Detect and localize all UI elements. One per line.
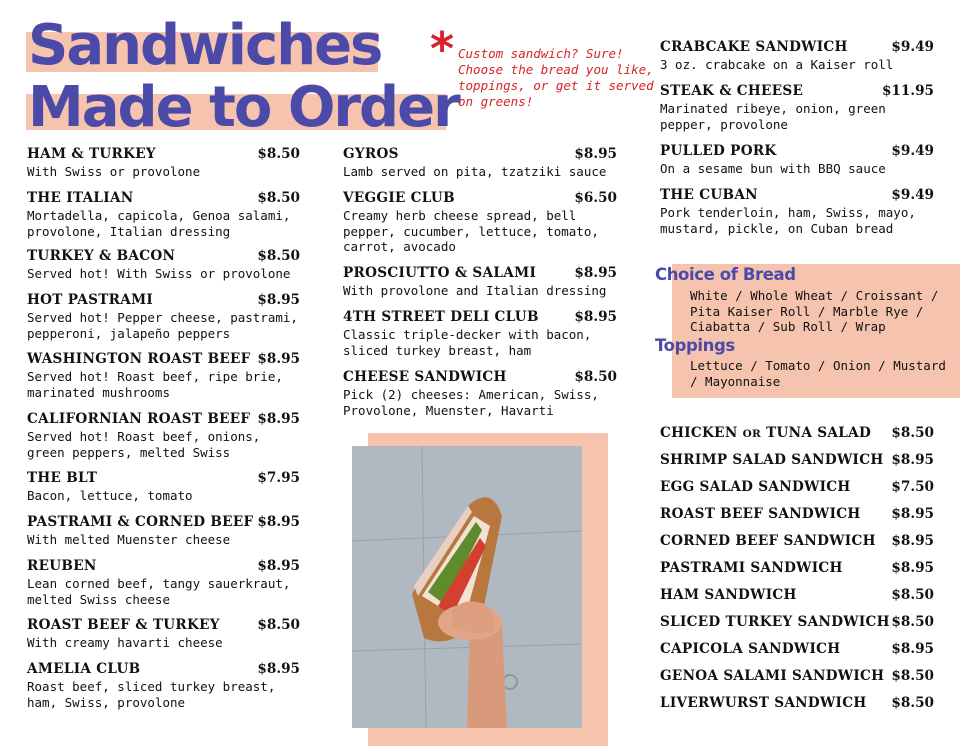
item-name: REUBEN (27, 558, 97, 574)
title-line-1: Sandwiches (28, 13, 382, 78)
item-price: $6.50 (574, 190, 617, 206)
item-price: $8.95 (891, 560, 934, 576)
item-description: Lean corned beef, tangy sauerkraut, melted Swiss cheese (27, 576, 291, 607)
list-item (660, 614, 934, 632)
item-name: PASTRAMI & CORNED BEEF (27, 514, 254, 530)
item-price: $8.95 (574, 146, 617, 162)
list-item (660, 533, 934, 551)
item-name: GYROS (343, 146, 399, 162)
item-name: THE BLT (27, 470, 98, 486)
item-description: Served hot! Pepper cheese, pastrami, pepperoni, jalapeño peppers (27, 310, 298, 341)
item-price: $9.49 (891, 143, 934, 159)
item-description: 3 oz. crabcake on a Kaiser roll (660, 57, 894, 72)
item-name: CHEESE SANDWICH (343, 369, 507, 385)
item-description: Classic triple-decker with bacon, sliced turkey breast, ham (343, 327, 592, 358)
item-price: $8.95 (891, 533, 934, 549)
item-name: SLICED TURKEY SANDWICH (660, 614, 890, 630)
item-price: $8.50 (257, 146, 300, 162)
item-description: Pick (2) cheeses: American, Swiss, Provolone, Muenster, Havarti (343, 387, 599, 418)
item-name: CAPICOLA SANDWICH (660, 641, 841, 657)
list-item (660, 668, 934, 686)
item-description: Marinated ribeye, onion, green pepper, provolone (660, 101, 886, 132)
toppings-options: Lettuce / Tomato / Onion / Mustard / Mayonnaise (690, 358, 946, 389)
item-name-part: CHICKEN (660, 425, 743, 441)
item-price: $8.95 (257, 661, 300, 677)
item-name: 4TH STREET DELI CLUB (343, 309, 539, 325)
item-name: CRABCAKE SANDWICH (660, 39, 848, 55)
sandwich-photo (352, 446, 582, 728)
item-name: PASTRAMI SANDWICH (660, 560, 843, 576)
list-item (660, 452, 934, 470)
item-price: $9.49 (891, 187, 934, 203)
item-price: $8.95 (257, 351, 300, 367)
item-price: $8.95 (574, 309, 617, 325)
item-description: With provolone and Italian dressing (343, 283, 607, 298)
bread-heading: Choice of Bread (655, 265, 796, 284)
item-description: Bacon, lettuce, tomato (27, 488, 193, 503)
title-line-2: Made to Order (28, 75, 459, 140)
item-price: $7.50 (891, 479, 934, 495)
item-name: EGG SALAD SANDWICH (660, 479, 851, 495)
item-price: $8.95 (257, 292, 300, 308)
item-name: ROAST BEEF SANDWICH (660, 506, 861, 522)
item-price: $8.50 (891, 614, 934, 630)
item-price: $8.95 (891, 506, 934, 522)
item-name: HAM & TURKEY (27, 146, 156, 162)
item-price: $8.50 (891, 425, 934, 441)
list-item (660, 560, 934, 578)
bread-options: White / Whole Wheat / Croissant / Pita Kaiser Roll / Marble Rye / Ciabatta / Sub Roll / Wrap (690, 288, 939, 334)
list-item (660, 425, 934, 443)
item-name: ROAST BEEF & TURKEY (27, 617, 220, 633)
list-item (660, 479, 934, 497)
item-description: Served hot! With Swiss or provolone (27, 266, 291, 281)
toppings-heading: Toppings (655, 336, 735, 355)
item-description: Lamb served on pita, tzatziki sauce (343, 164, 607, 179)
item-name: VEGGIE CLUB (343, 190, 455, 206)
item-description: With creamy havarti cheese (27, 635, 223, 650)
item-price: $8.50 (257, 248, 300, 264)
item-price: $8.95 (257, 514, 300, 530)
list-item (660, 641, 934, 659)
list-item (660, 587, 934, 605)
asterisk-icon: * (430, 22, 455, 76)
item-price: $8.50 (257, 190, 300, 206)
item-name: CALIFORNIAN ROAST BEEF (27, 411, 251, 427)
item-description: With melted Muenster cheese (27, 532, 231, 547)
item-price: $8.95 (257, 411, 300, 427)
item-description: On a sesame bun with BBQ sauce (660, 161, 886, 176)
list-item (660, 695, 934, 713)
item-description: Mortadella, capicola, Genoa salami, provolone, Italian dressing (27, 208, 291, 239)
item-price: $8.50 (257, 617, 300, 633)
item-name: SHRIMP SALAD SANDWICH (660, 452, 884, 468)
item-price: $8.50 (891, 668, 934, 684)
item-name: PROSCIUTTO & SALAMI (343, 265, 537, 281)
item-name: CORNED BEEF SANDWICH (660, 533, 876, 549)
item-name: TURKEY & BACON (27, 248, 176, 264)
item-name: WASHINGTON ROAST BEEF (27, 351, 251, 367)
item-name-part: TUNA SALAD (761, 425, 872, 441)
item-name: THE ITALIAN (27, 190, 134, 206)
item-price: $8.95 (891, 452, 934, 468)
item-name: AMELIA CLUB (27, 661, 141, 677)
item-price: $11.95 (881, 83, 934, 99)
item-price: $7.95 (257, 470, 300, 486)
item-name: LIVERWURST SANDWICH (660, 695, 867, 711)
item-description: Served hot! Roast beef, onions, green peppers, melted Swiss (27, 429, 261, 460)
item-name (660, 425, 871, 441)
item-name: THE CUBAN (660, 187, 758, 203)
item-description: Pork tenderloin, ham, Swiss, mayo, mustard, pickle, on Cuban bread (660, 205, 916, 236)
item-price: $8.50 (574, 369, 617, 385)
item-name: STEAK & CHEESE (660, 83, 804, 99)
custom-sandwich-note: Custom sandwich? Sure! Choose the bread you like, toppings, or get it served on greens! (458, 46, 654, 109)
item-name: PULLED PORK (660, 143, 777, 159)
item-name: GENOA SALAMI SANDWICH (660, 668, 885, 684)
item-price: $8.50 (891, 587, 934, 603)
item-price: $8.95 (891, 641, 934, 657)
item-price: $8.95 (257, 558, 300, 574)
item-description: Roast beef, sliced turkey breast, ham, Swiss, provolone (27, 679, 276, 710)
item-description: Served hot! Roast beef, ripe brie, marinated mushrooms (27, 369, 283, 400)
item-name: HAM SANDWICH (660, 587, 797, 603)
item-price: $8.50 (891, 695, 934, 711)
item-description: With Swiss or provolone (27, 164, 201, 179)
item-description: Creamy herb cheese spread, bell pepper, cucumber, lettuce, tomato, carrot, avocado (343, 208, 599, 254)
list-item (660, 506, 934, 524)
item-name-or: OR (742, 428, 762, 440)
item-price: $8.95 (574, 265, 617, 281)
item-price: $9.49 (891, 39, 934, 55)
item-name: HOT PASTRAMI (27, 292, 154, 308)
